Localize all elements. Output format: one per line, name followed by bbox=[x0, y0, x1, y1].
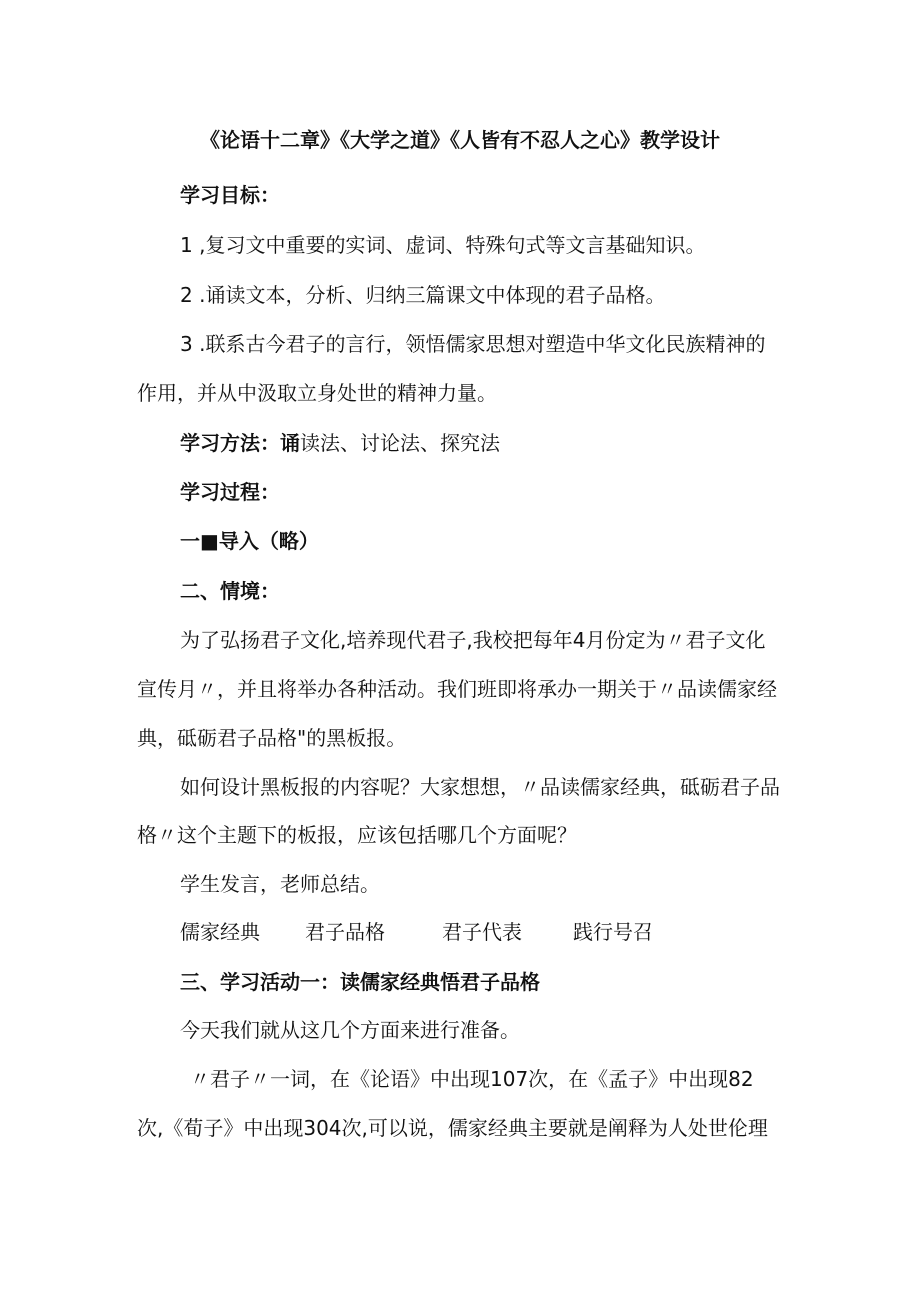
category-gentleman-character: 君子品格 bbox=[305, 920, 385, 944]
paragraph-3: 学生发言，老师总结。 bbox=[180, 872, 380, 896]
activity-1-line-2: 次,《荀子》中出现304次,可以说，儒家经典主要就是阐释为人处世伦理 bbox=[137, 1116, 768, 1140]
activity-1-heading: 三、学习活动一：读儒家经典悟君子品格 bbox=[180, 970, 540, 994]
paragraph-2-line-2: 格〃这个主题下的板报，应该包括哪几个方面呢？ bbox=[137, 823, 577, 847]
objective-item-1: 1 ,复习文中重要的实词、虚词、特殊句式等文言基础知识。 bbox=[180, 233, 706, 257]
category-confucian-classics: 儒家经典 bbox=[180, 920, 260, 944]
objective-item-3: 3 .联系古今君子的言行，领悟儒家思想对塑造中华文化民族精神的 bbox=[180, 332, 766, 356]
methods-label: 学习方法：诵 bbox=[180, 431, 300, 455]
activity-1-intro: 今天我们就从这几个方面来进行准备。 bbox=[180, 1018, 520, 1042]
objective-item-2: 2 .诵读文本，分析、归纳三篇课文中体现的君子品格。 bbox=[180, 283, 666, 307]
paragraph-1-line-1: 为了弘扬君子文化,培养现代君子,我校把每年4月份定为〃君子文化 bbox=[180, 628, 766, 652]
paragraph-2-line-1: 如何设计黑板报的内容呢？大家想想，〃品读儒家经典，砥砺君子品 bbox=[180, 775, 780, 799]
process-step-scenario: 二、情境： bbox=[180, 579, 280, 603]
paragraph-1-line-3: 典，砥砺君子品格"的黑板报。 bbox=[137, 726, 407, 750]
objectives-heading: 学习目标： bbox=[180, 183, 280, 207]
activity-1-line-1: 〃君子〃一词，在《论语》中出现107次，在《孟子》中出现82 bbox=[190, 1067, 754, 1091]
page-title: 《论语十二章》《大学之道》《人皆有不忍人之心》教学设计 bbox=[200, 128, 720, 152]
process-heading: 学习过程： bbox=[180, 480, 280, 504]
methods-text: 读法、讨论法、探究法 bbox=[300, 431, 500, 455]
category-practice-call: 践行号召 bbox=[573, 920, 653, 944]
methods-line bbox=[180, 430, 500, 456]
category-gentleman-representatives: 君子代表 bbox=[442, 920, 522, 944]
objective-item-3-continued: 作用，并从中汲取立身处世的精神力量。 bbox=[137, 381, 497, 405]
paragraph-1-line-2: 宣传月〃，并且将举办各种活动。我们班即将承办一期关于〃品读儒家经 bbox=[137, 677, 777, 701]
process-step-intro: 一■导入（略） bbox=[180, 529, 319, 553]
